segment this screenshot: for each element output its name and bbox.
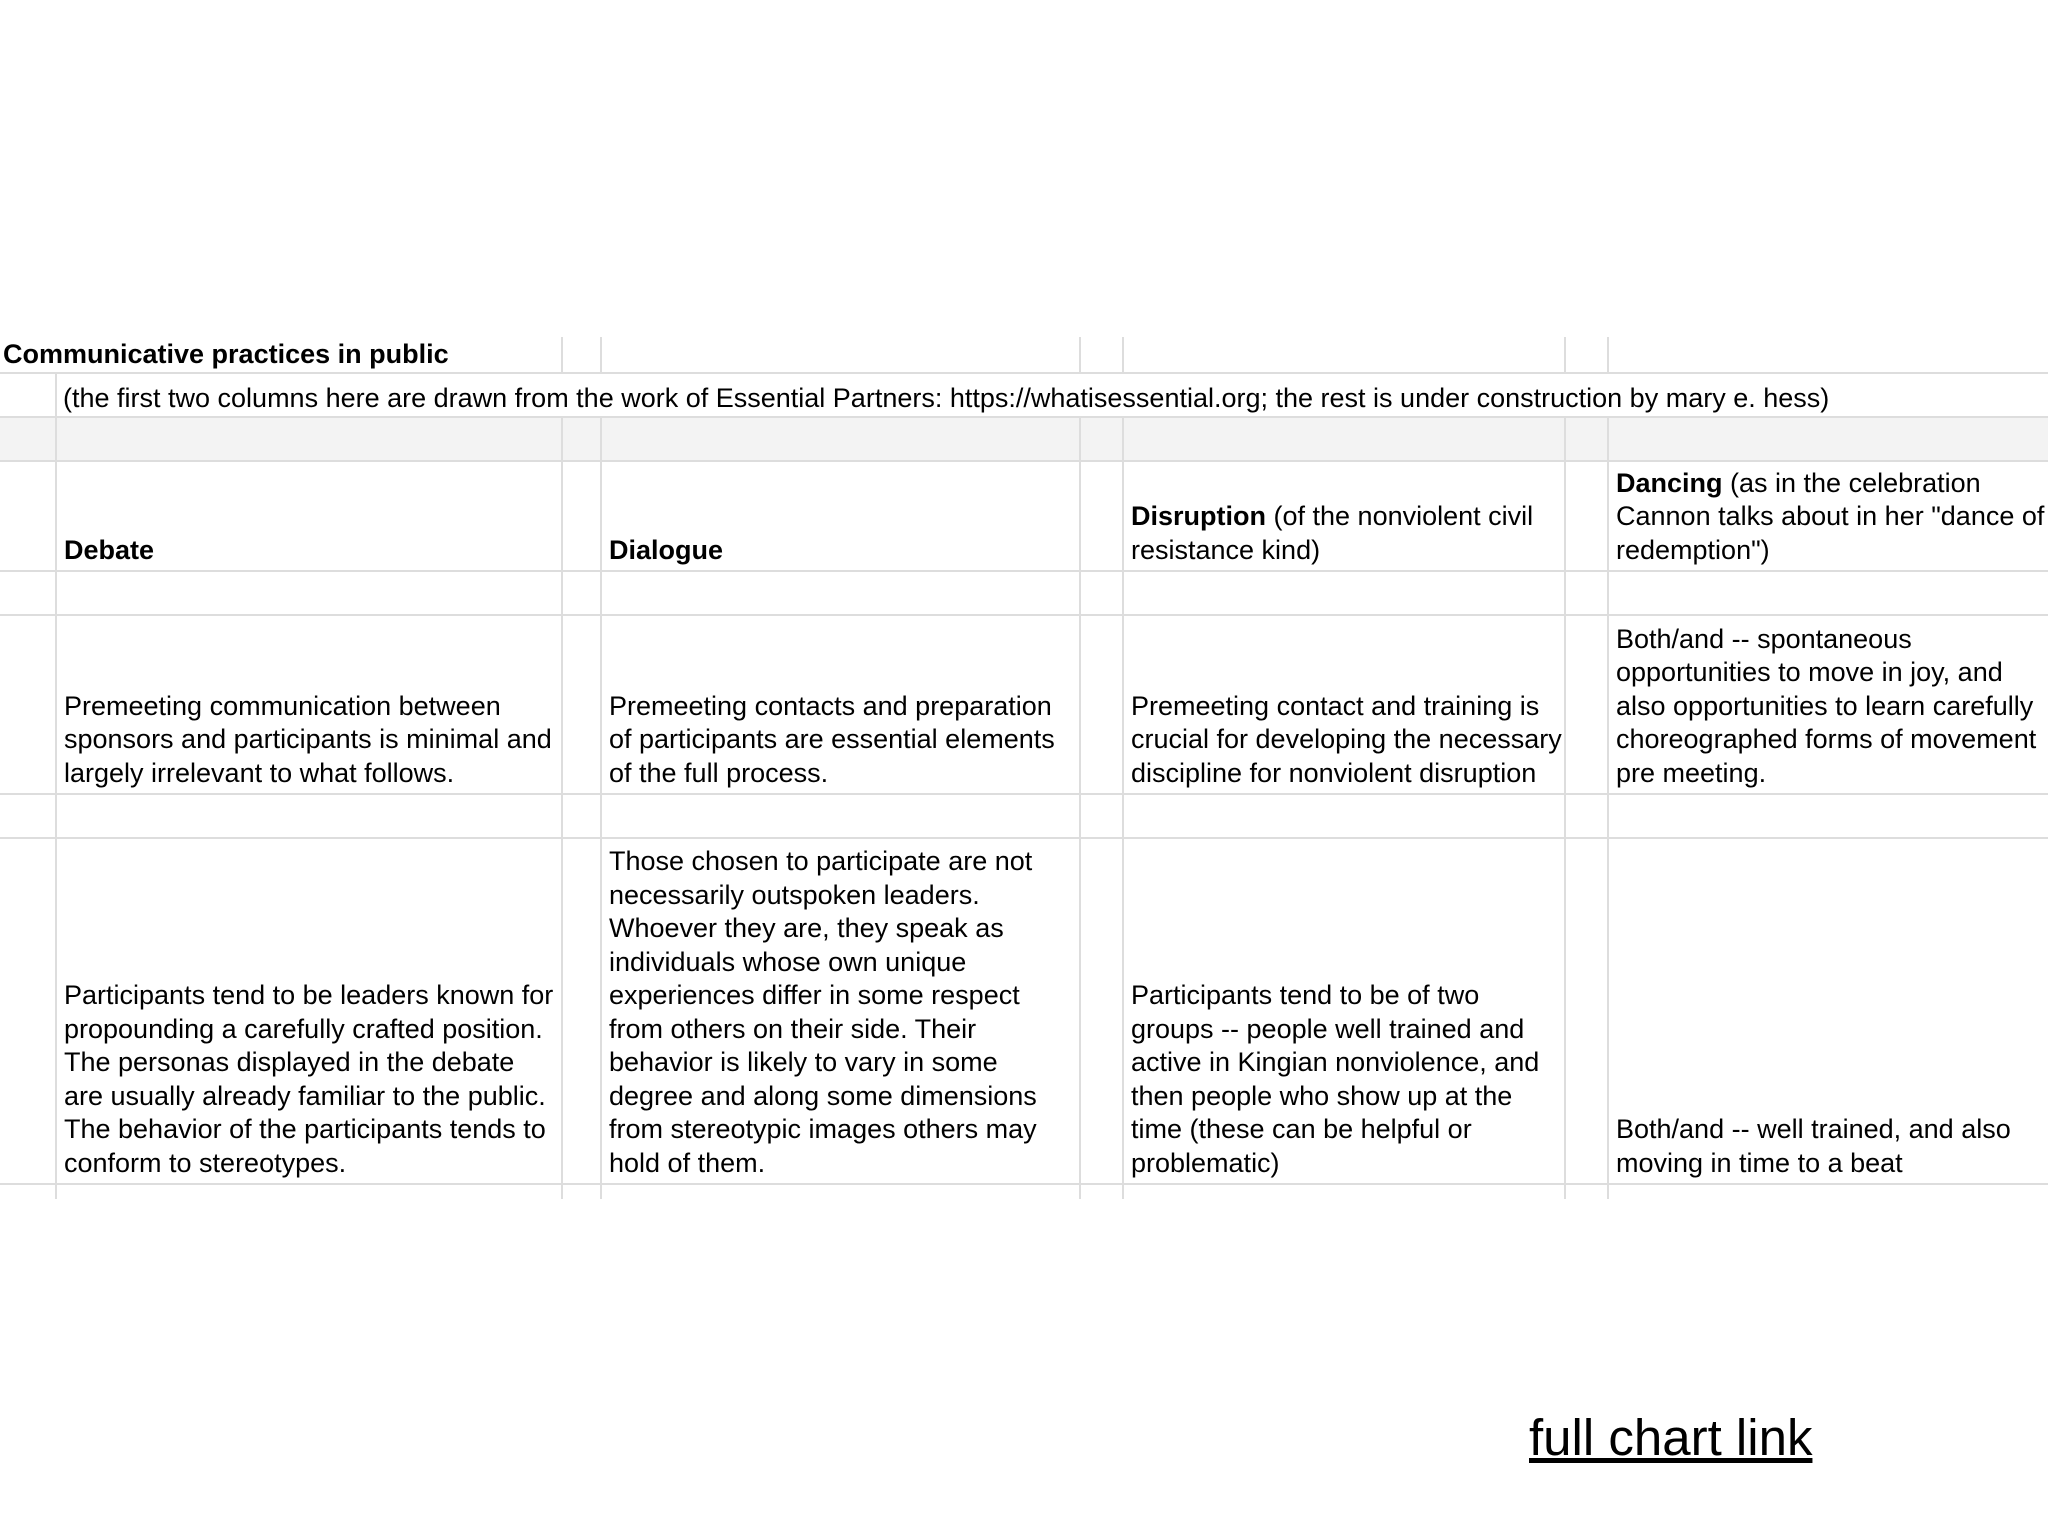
cell-disruption-participants: Participants tend to be of two groups -- people well trained and active in Kingian nonviolence, and then people who show up at the time (these can be helpful or problematic) (1131, 980, 1540, 1178)
grid-line (1122, 337, 1124, 372)
cell-dancing-participants: Both/and -- well trained, and also moving in time to a beat (1616, 1114, 2011, 1178)
cell-disruption-premeeting: Premeeting contact and training is crucial for developing the necessary discipline for nonviolent disruption (1131, 690, 1562, 788)
grid-line (1564, 337, 1566, 372)
header-dialogue (609, 462, 1077, 570)
header-disruption-bold: Disruption (1131, 501, 1266, 531)
cell-debate-participants: Participants tend to be leaders known for propounding a carefully crafted position. The personas displayed in the debate are usually already familiar to the public. The behavior of the participants tends to conform to stereotypes. (64, 980, 554, 1178)
header-dancing (1616, 462, 2048, 570)
grid-line (55, 374, 57, 1199)
spreadsheet-table (0, 337, 2048, 1199)
grid-line (561, 337, 563, 372)
cell-dialogue-premeeting: Premeeting contacts and preparation of participants are essential elements of the full process. (609, 690, 1055, 788)
grid-line (0, 793, 2048, 795)
header-disruption (1131, 462, 1562, 570)
header-dialogue-bold: Dialogue (609, 534, 724, 565)
grid-line (561, 418, 563, 1199)
grid-line (0, 570, 2048, 572)
grid-line (600, 337, 602, 372)
grid-line (1079, 418, 1081, 1199)
grid-line (0, 1183, 2048, 1185)
grid-line (600, 418, 602, 1199)
cell-debate-premeeting: Premeeting communication between sponsors and participants is minimal and largely irrelevant to what follows. (64, 690, 552, 788)
cell-dancing-premeeting: Both/and -- spontaneous opportunities to move in joy, and also opportunities to learn carefully choreographed forms of movement pre meeting. (1616, 623, 2037, 788)
header-dancing-rest: (as in the celebration Cannon talks about in her "dance of redemption") (1616, 467, 2045, 565)
sheet-note: (the first two columns here are drawn from the work of Essential Partners: https://whatisessential.org; the rest is under construction by mary e. hess) (63, 383, 1830, 413)
cell-dialogue-participants: Those chosen to participate are not necessarily outspoken leaders. Whoever they are, they speak as individuals whose own unique experiences differ in some respect from others on their side. Their behavior is likely to vary in some degree and along some dimensions from stereotypic images others may hold of them. (609, 846, 1037, 1178)
grid-line (1607, 337, 1609, 372)
grid-line (1122, 418, 1124, 1199)
header-debate-bold: Debate (64, 534, 155, 565)
header-dancing-bold: Dancing (1616, 467, 1723, 498)
grid-line (0, 416, 2048, 418)
header-debate (64, 462, 559, 570)
grid-line (1079, 337, 1081, 372)
grid-line (1564, 418, 1566, 1199)
full-chart-link[interactable]: full chart link (1529, 1409, 1813, 1466)
sheet-title: Communicative practices in public (3, 339, 449, 369)
header-disruption-rest: (of the nonviolent civil resistance kind) (1131, 501, 1534, 565)
grid-line (0, 372, 2048, 374)
shaded-row (0, 418, 2048, 460)
grid-line (1607, 418, 1609, 1199)
